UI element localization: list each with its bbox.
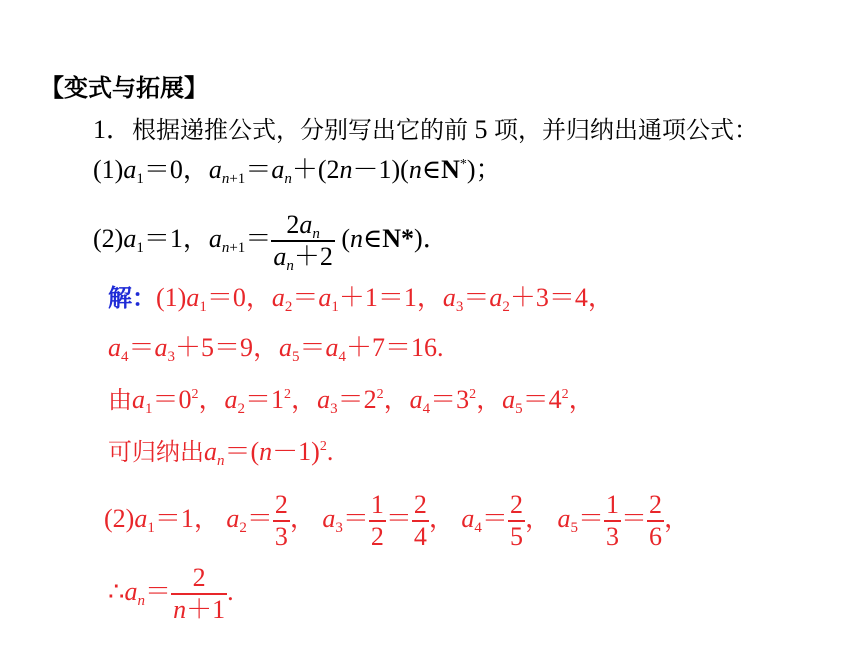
solution-line-3: 由$a_1=0^2$，$a_2=1^2$，$a_3=2^2$，$a_4=3^2$，$a_5=4^2$， <box>108 385 595 417</box>
solution-line-2: $a_4=a_3+5=9$，$a_5=a_4+7=16$. <box>108 333 444 365</box>
problem-part-2: $(2)a_1=1$，$a_{n+1}=$ $\frac{2a_n}{a_n+2}$ (n∈N*)． <box>93 210 449 274</box>
problem-part-1: $(1)a_1=0$，$a_{n+1}=a_n+(2n-1)(n\in N^*)$； <box>93 155 502 187</box>
section-heading: 【变式与拓展】 <box>40 74 208 102</box>
fraction-2-over-n-plus-1: $\frac{2}{n+1}$ <box>173 563 226 624</box>
solution-line-5: $(2)a_1=1$， $a_2=$ $\frac{2}{3}$ ， $a_3=$ $\frac{1}{2}$ ＝ $\frac{2}{4}$ ， $a_4=$ $\frac{2}{5}$ ， $a_5=$ $\frac{1}{3}$ ＝ $\frac{2}{6}$ ， <box>104 490 690 551</box>
solution-line-1: 解：$(1)a_1=0$，$a_2=a_1+1=1$，$a_3=a_2+3=4$， <box>108 283 614 315</box>
solution-line-6: $\therefore a_n=$ $\frac{2}{n+1}$ . <box>108 563 234 624</box>
problem-statement: 1．根据递推公式，分别写出它的前 5 项，并归纳出通项公式： <box>93 115 759 144</box>
solution-label: 解： <box>108 284 156 312</box>
fraction-2an-over-an-plus-2: $\frac{2a_n}{a_n+2}$ <box>273 210 333 274</box>
solution-line-4: 可归纳出$a_n=(n-1)^2$. <box>108 437 334 469</box>
